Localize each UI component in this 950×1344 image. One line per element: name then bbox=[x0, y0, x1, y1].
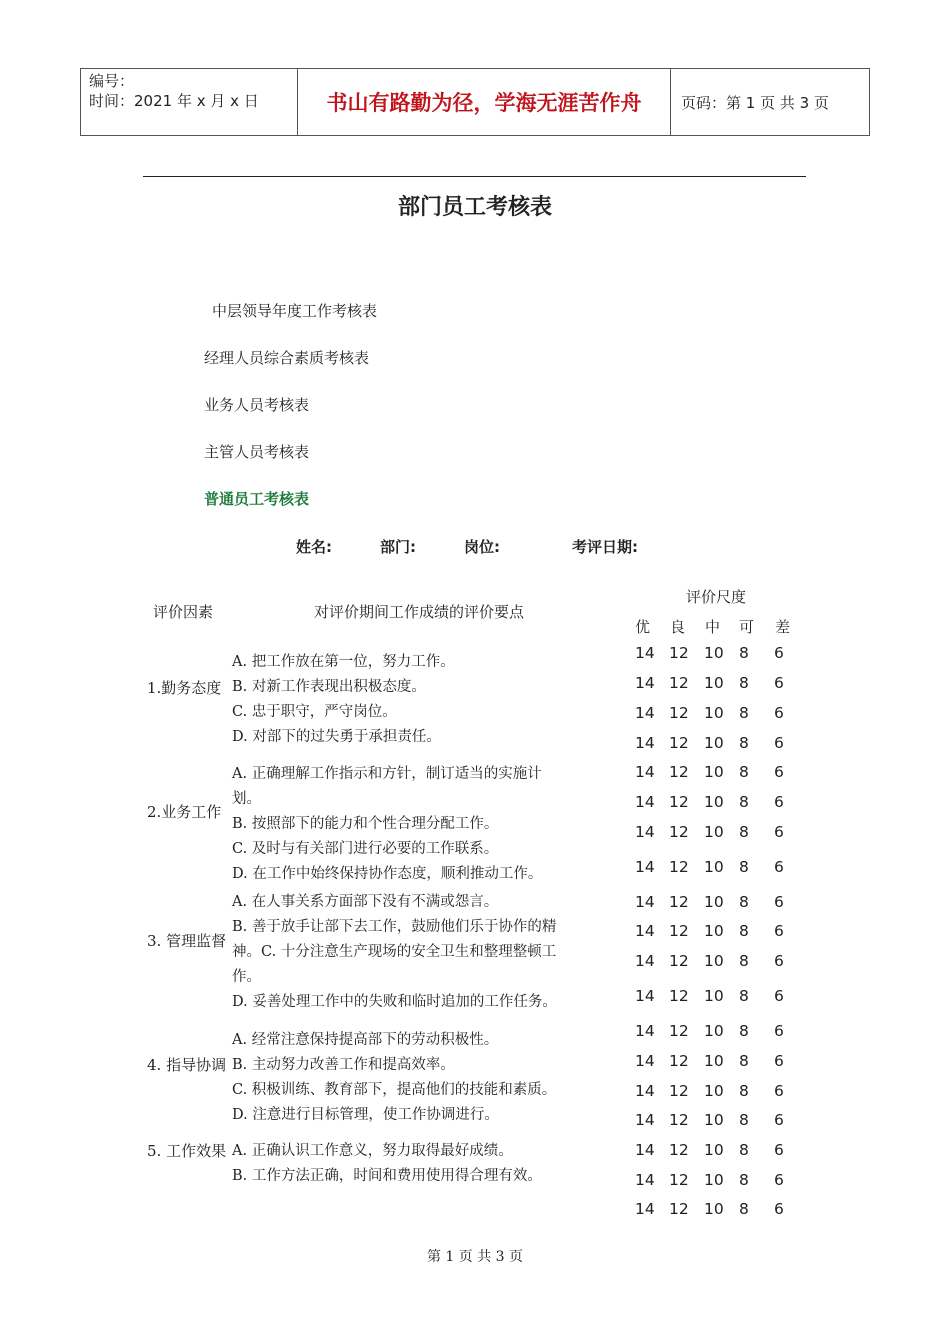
time-label: 时间：2021 年 x 月 x 日 bbox=[89, 92, 259, 110]
evaluation-point: D. 妥善处理工作中的失败和临时追加的工作任务。 bbox=[232, 994, 557, 1010]
score-value[interactable]: 8 bbox=[739, 1200, 749, 1218]
score-value[interactable]: 14 bbox=[635, 1022, 655, 1040]
header-meta bbox=[81, 69, 298, 136]
score-value[interactable]: 6 bbox=[774, 952, 784, 970]
score-value[interactable]: 10 bbox=[704, 823, 724, 841]
score-value[interactable]: 10 bbox=[704, 893, 724, 911]
score-value[interactable]: 14 bbox=[635, 952, 655, 970]
score-value[interactable]: 8 bbox=[739, 823, 749, 841]
score-value[interactable]: 6 bbox=[774, 1082, 784, 1100]
link-supervisor[interactable]: 主管人员考核表 bbox=[204, 443, 310, 461]
evaluation-point: 神。C. 十分注意生产现场的安全卫生和整理整顿工 bbox=[232, 944, 557, 960]
score-value[interactable]: 6 bbox=[774, 793, 784, 811]
evaluation-point: A. 正确理解工作指示和方针，制订适当的实施计 bbox=[232, 766, 542, 782]
score-value[interactable]: 14 bbox=[635, 674, 655, 692]
score-value[interactable]: 8 bbox=[739, 763, 749, 781]
score-value[interactable]: 12 bbox=[669, 793, 689, 811]
score-value[interactable]: 6 bbox=[774, 893, 784, 911]
evaluation-point: D. 注意进行目标管理，使工作协调进行。 bbox=[232, 1107, 499, 1123]
score-value[interactable]: 6 bbox=[774, 1022, 784, 1040]
header-table bbox=[80, 68, 870, 136]
grade-fair: 可 bbox=[739, 618, 755, 636]
score-value[interactable]: 6 bbox=[774, 987, 784, 1005]
score-value[interactable]: 6 bbox=[774, 1111, 784, 1129]
score-value[interactable]: 12 bbox=[669, 1022, 689, 1040]
score-value[interactable]: 6 bbox=[774, 1200, 784, 1218]
header-page-info: 页码：第 1 页 共 3 页 bbox=[671, 69, 870, 136]
score-value[interactable]: 6 bbox=[774, 644, 784, 662]
post-label: 岗位: bbox=[464, 538, 500, 556]
evaluation-point: B. 按照部下的能力和个性合理分配工作。 bbox=[232, 816, 499, 832]
score-value[interactable]: 8 bbox=[739, 1052, 749, 1070]
title-rule bbox=[143, 176, 806, 177]
score-value[interactable]: 10 bbox=[704, 1171, 724, 1189]
score-value[interactable]: 12 bbox=[669, 1141, 689, 1159]
score-value[interactable]: 10 bbox=[704, 763, 724, 781]
grade-poor: 差 bbox=[775, 618, 791, 636]
score-value[interactable]: 6 bbox=[774, 1141, 784, 1159]
score-value[interactable]: 14 bbox=[635, 1141, 655, 1159]
score-value[interactable]: 12 bbox=[669, 1111, 689, 1129]
evaluation-point: B. 对新工作表现出积极态度。 bbox=[232, 679, 426, 695]
score-value[interactable]: 8 bbox=[739, 1141, 749, 1159]
evaluation-point: A. 正确认识工作意义，努力取得最好成绩。 bbox=[232, 1143, 513, 1159]
score-value[interactable]: 8 bbox=[739, 1171, 749, 1189]
score-value[interactable]: 10 bbox=[704, 858, 724, 876]
score-value[interactable]: 10 bbox=[704, 644, 724, 662]
score-value[interactable]: 14 bbox=[635, 1111, 655, 1129]
score-value[interactable]: 14 bbox=[635, 644, 655, 662]
grade-medium: 中 bbox=[705, 618, 721, 636]
score-value[interactable]: 8 bbox=[739, 674, 749, 692]
factor-management: 3. 管理监督 bbox=[147, 932, 227, 950]
score-value[interactable]: 8 bbox=[739, 1111, 749, 1129]
score-value[interactable]: 6 bbox=[774, 922, 784, 940]
score-value[interactable]: 14 bbox=[635, 1200, 655, 1218]
score-value[interactable]: 12 bbox=[669, 858, 689, 876]
score-value[interactable]: 8 bbox=[739, 952, 749, 970]
evaluation-point: 作。 bbox=[232, 969, 261, 985]
score-value[interactable]: 12 bbox=[669, 952, 689, 970]
factor-effect: 5. 工作效果 bbox=[147, 1142, 227, 1160]
date-label: 考评日期: bbox=[572, 538, 638, 556]
score-value[interactable]: 12 bbox=[669, 1052, 689, 1070]
score-value[interactable]: 10 bbox=[704, 1200, 724, 1218]
score-value[interactable]: 14 bbox=[635, 893, 655, 911]
col-scale-header: 评价尺度 bbox=[686, 588, 747, 606]
dept-label: 部门: bbox=[380, 538, 416, 556]
score-value[interactable]: 14 bbox=[635, 1052, 655, 1070]
evaluation-point: C. 积极训练、教育部下，提高他们的技能和素质。 bbox=[232, 1082, 557, 1098]
score-value[interactable]: 10 bbox=[704, 1022, 724, 1040]
score-value[interactable]: 10 bbox=[704, 704, 724, 722]
score-value[interactable]: 8 bbox=[739, 644, 749, 662]
score-value[interactable]: 12 bbox=[669, 644, 689, 662]
evaluation-point: C. 忠于职守，严守岗位。 bbox=[232, 704, 397, 720]
score-value[interactable]: 6 bbox=[774, 823, 784, 841]
evaluation-point: D. 对部下的过失勇于承担责任。 bbox=[232, 729, 441, 745]
score-value[interactable]: 12 bbox=[669, 734, 689, 752]
score-value[interactable]: 12 bbox=[669, 1082, 689, 1100]
score-value[interactable]: 6 bbox=[774, 1171, 784, 1189]
score-value[interactable]: 10 bbox=[704, 1141, 724, 1159]
score-value[interactable]: 12 bbox=[669, 674, 689, 692]
score-value[interactable]: 8 bbox=[739, 1022, 749, 1040]
evaluation-point: A. 经常注意保持提高部下的劳动积极性。 bbox=[232, 1032, 499, 1048]
factor-attitude: 1.勤务态度 bbox=[147, 679, 222, 697]
score-value[interactable]: 14 bbox=[635, 1082, 655, 1100]
score-value[interactable]: 14 bbox=[635, 734, 655, 752]
score-value[interactable]: 6 bbox=[774, 858, 784, 876]
score-value[interactable]: 10 bbox=[704, 952, 724, 970]
evaluation-point: C. 及时与有关部门进行必要的工作联系。 bbox=[232, 841, 499, 857]
score-value[interactable]: 6 bbox=[774, 1052, 784, 1070]
score-value[interactable]: 14 bbox=[635, 763, 655, 781]
score-value[interactable]: 12 bbox=[669, 823, 689, 841]
score-value[interactable]: 8 bbox=[739, 858, 749, 876]
score-value[interactable]: 14 bbox=[635, 922, 655, 940]
score-value[interactable]: 8 bbox=[739, 704, 749, 722]
score-value[interactable]: 14 bbox=[635, 704, 655, 722]
factor-business: 2.业务工作 bbox=[147, 803, 222, 821]
evaluation-point: 划。 bbox=[232, 791, 261, 807]
score-value[interactable]: 14 bbox=[635, 858, 655, 876]
name-label: 姓名: bbox=[296, 538, 332, 556]
evaluation-point: A. 把工作放在第一位，努力工作。 bbox=[232, 654, 455, 670]
score-value[interactable]: 10 bbox=[704, 674, 724, 692]
evaluation-point: D. 在工作中始终保持协作态度，顺利推动工作。 bbox=[232, 866, 543, 882]
col-factor-header: 评价因素 bbox=[153, 603, 214, 621]
number-label: 编号： bbox=[89, 72, 135, 90]
score-value[interactable]: 10 bbox=[704, 1111, 724, 1129]
score-value[interactable]: 12 bbox=[669, 987, 689, 1005]
score-value[interactable]: 10 bbox=[704, 793, 724, 811]
page-footer: 第 1 页 共 3 页 bbox=[426, 1249, 524, 1265]
header-motto: 书山有路勤为径，学海无涯苦作舟 bbox=[298, 69, 671, 136]
score-value[interactable]: 8 bbox=[739, 734, 749, 752]
link-mid-level-leader[interactable]: 中层领导年度工作考核表 bbox=[212, 302, 378, 320]
score-value[interactable]: 6 bbox=[774, 763, 784, 781]
score-value[interactable]: 14 bbox=[635, 987, 655, 1005]
evaluation-point: B. 主动努力改善工作和提高效率。 bbox=[232, 1057, 455, 1073]
link-business-staff[interactable]: 业务人员考核表 bbox=[204, 396, 310, 414]
score-value[interactable]: 14 bbox=[635, 1171, 655, 1189]
score-value[interactable]: 10 bbox=[704, 1052, 724, 1070]
score-value[interactable]: 10 bbox=[704, 987, 724, 1005]
evaluation-point: A. 在人事关系方面部下没有不满或怨言。 bbox=[232, 894, 499, 910]
score-value[interactable]: 14 bbox=[635, 823, 655, 841]
page-title: 部门员工考核表 bbox=[397, 195, 552, 220]
score-value[interactable]: 8 bbox=[739, 922, 749, 940]
score-value[interactable]: 12 bbox=[669, 893, 689, 911]
evaluation-point: B. 工作方法正确，时间和费用使用得合理有效。 bbox=[232, 1168, 542, 1184]
score-value[interactable]: 8 bbox=[739, 1082, 749, 1100]
score-value[interactable]: 12 bbox=[669, 922, 689, 940]
score-value[interactable]: 8 bbox=[739, 893, 749, 911]
evaluation-point: B. 善于放手让部下去工作，鼓励他们乐于协作的精 bbox=[232, 919, 557, 935]
score-value[interactable]: 10 bbox=[704, 922, 724, 940]
score-value[interactable]: 8 bbox=[739, 987, 749, 1005]
score-value[interactable]: 10 bbox=[704, 734, 724, 752]
score-value[interactable]: 8 bbox=[739, 793, 749, 811]
score-value[interactable]: 6 bbox=[774, 674, 784, 692]
factor-coordination: 4. 指导协调 bbox=[147, 1056, 227, 1074]
score-value[interactable]: 12 bbox=[669, 763, 689, 781]
score-value[interactable]: 12 bbox=[669, 704, 689, 722]
score-value[interactable]: 12 bbox=[669, 1171, 689, 1189]
grade-good: 良 bbox=[670, 618, 686, 636]
score-value[interactable]: 6 bbox=[774, 704, 784, 722]
score-value[interactable]: 10 bbox=[704, 1082, 724, 1100]
score-value[interactable]: 12 bbox=[669, 1200, 689, 1218]
link-general-staff[interactable]: 普通员工考核表 bbox=[204, 490, 310, 508]
link-manager-quality[interactable]: 经理人员综合素质考核表 bbox=[204, 349, 370, 367]
col-points-header: 对评价期间工作成绩的评价要点 bbox=[314, 603, 525, 621]
score-value[interactable]: 6 bbox=[774, 734, 784, 752]
grade-excellent: 优 bbox=[635, 618, 651, 636]
score-value[interactable]: 14 bbox=[635, 793, 655, 811]
